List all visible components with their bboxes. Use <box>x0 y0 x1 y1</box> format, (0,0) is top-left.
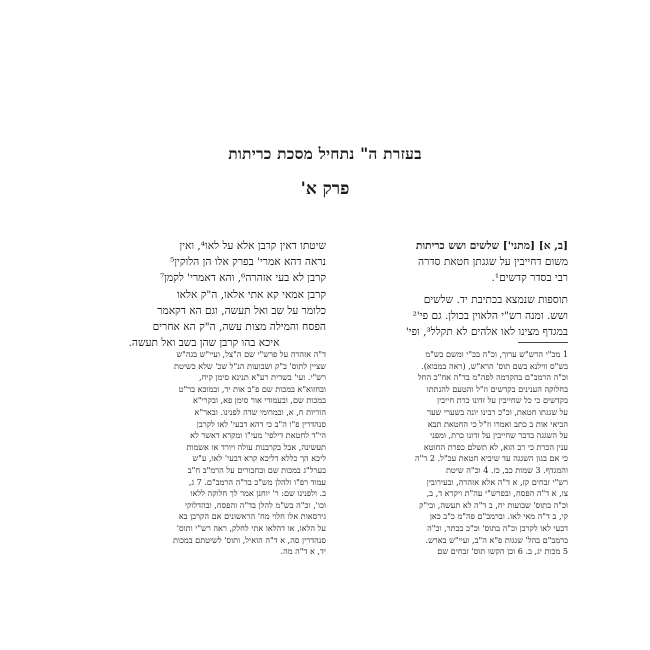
footnote-right-line: בש"ס ווילנא בשם תוס' הרא"ש, (ראה במבוא). <box>421 360 568 371</box>
footnote-left-line: בערל"ג במכות שם ובחבורים על הרמ"ב ח"ב <box>187 464 326 475</box>
footnote-right-line: 5 מכות יג, ב. 6 וכן הקשו תוס' זבחים שם <box>437 546 568 557</box>
footnote-right-line: 1 מכ"י הרש"ש ערוך, וכ"ה בכ"י ומשם בש"מ <box>425 349 568 359</box>
footnote-left-line: הי"ד לחטאת דילפי' מעי"ו ומקרא דאשר לא <box>190 430 326 441</box>
left-line: שיטתו דאין קרבן אלא על לאו⁴, ואין <box>179 240 326 252</box>
footnote-right-line: והמגדף. 3 שמות כב, כז. 4 וכ"ה שיטת <box>445 464 568 475</box>
footnote-left-line: שציין לתוס' ב"ק ושבועות הנ"ל שכ' שלא כשיטת <box>174 360 326 371</box>
footnote-right-line: בקדשים כי כל שחייבין על זדונו כרת חייבין <box>437 395 568 406</box>
right-line-0 <box>344 238 568 254</box>
footnote-right-line: צו, א ד"ה הפסח, ובפרש"י עה"ת ויקרא ד, ב, <box>426 488 568 499</box>
footnote-left-line: ובחזוא"א במכות שם פ"ב אות יד, ובמוכא בר"ט <box>178 383 326 394</box>
left-line: כלומר על שב ואל תעשה, וגם הא דקאמר <box>157 304 326 317</box>
footnote-left-line: על הלאו, או דהלאו אתי לחלק, ראה רש"י ותוס' <box>176 522 326 533</box>
footnote-left-line: רש"י. ועי' בשרית רע"א תנינא סימן קיח, <box>199 372 326 383</box>
dibur-hamatchil: [ב, א] [מתני'] שלשים ושש כריתות <box>415 240 568 252</box>
footnote-left-line: במכות שם, ובעמודי אור סימן פא, ובקרי"א <box>192 395 326 406</box>
footnote-left-line: סנהדרין סה, א ד"ה הואיל, ותוס' לשיטתם במכות <box>172 534 326 545</box>
tractate-heading: בעזרת ה" נתחיל מסכת כריתות <box>228 144 422 163</box>
footnote-right-line: ברמב"ם בהל' שגגות פ"א ה"ב, ועיי"ש בארש. <box>425 534 568 545</box>
footnote-right-line: רש"י זבחים קז, א ד"ה אלא אזהרה, ובעירובין <box>426 476 568 487</box>
footnote-left-line: עמוד רפ"ו ולהלן מש"כ בד"ה הרמב"ם. 7 ג, <box>188 476 326 487</box>
footnote-left-line: יד, א ד"ה מה. <box>280 546 326 557</box>
footnote-right-line: קי, ב ד"ה מאי לאו. וברמב"ם פה"מ כ"ב כאן <box>429 511 568 522</box>
main-text-left-column <box>82 238 326 351</box>
footnote-right-line: דבעי לאו לקרבן וכ"ה בתוס' וכ"כ בכתר, וכ"ה <box>427 522 568 533</box>
right-line-3: תוספות שנמצא בכתיבת יד. שלשים <box>423 293 568 306</box>
right-line-5: במגדף מצינו לאו אלהים לא תקלל³, ופי' <box>405 326 568 339</box>
left-line: נראה דהא אמרי' בפרק אלו הן הלוקין⁵ <box>170 256 326 269</box>
footnote-right-line: ענין הכרת כי רב הוא, לא תשלם כפרת החוטא <box>423 441 568 452</box>
footnote-left-line: ליכא הך כללא דליכא קרא דבעי' לאו, ע"ש <box>192 453 326 464</box>
chapter-title: פרק א' <box>300 179 350 199</box>
footnote-left-line: ב. ולפנינו שם: ר' יוחנן אמר לך חלוקה ללאו <box>190 488 326 499</box>
left-line: קרבן לא בעי אזהרה⁶, והא דאמרי' לקמן⁷ <box>159 272 326 285</box>
footnote-left-line: וכו', וכ"ה בש"מ להלן בד"ה והפסח, ובהדלוקי <box>184 499 326 510</box>
footnote-divider <box>518 342 568 343</box>
footnote-right-line: וכ"ה הרמב"ם בהקדמה לפה"מ בד"ה אח"כ החל <box>417 372 568 383</box>
footnote-left-line: גירסאות אלו חלוי מח' הראשונים אם הקרבן בא <box>178 511 326 522</box>
footnote-left-line: ד"ה אזהרה על פרש"י שם ה"צל, ועיי"ש בגה"ש <box>176 349 326 359</box>
main-text-right-column <box>344 238 568 340</box>
right-line-4: ושש. ומנה רש"י הלאוין בכולן. גם פי'² <box>412 309 568 322</box>
left-line: הפסח והמילה מצות עשה, ה"ק הא אחרים <box>152 321 326 334</box>
footnote-right-line: על השגגה בדבר שחייבין על זדונו כרת, ומפני <box>430 430 568 441</box>
left-line: קרבן אמאי קא אתי אלאו, ה"ק אלאו <box>176 288 326 301</box>
footnote-left-line: הוריות ח, א, ובמרומי שדה לפנינו. ובאר"א <box>194 406 326 417</box>
footnote-right-line: על שגגתו חטאת, וכ"כ רבינו יונה בשערי שער <box>427 406 568 417</box>
right-line-1: משום דחייבין על שגגתן חטאת סדרה <box>418 256 568 269</box>
footnotes-left-column <box>82 349 326 558</box>
footnote-right-line: וכ"ה בתוס' שבועות יח, ב ד"ה לא תעשה, ובי"ק <box>419 499 568 510</box>
footnote-left-line: תעשינה, אבל בקרבנות עולה ויורד או אשמות <box>186 441 326 452</box>
footnote-right-line: הביאי אות ב כתב ואמרו וז"ל כי החטאת תבא <box>427 418 568 429</box>
left-line: איכא בהו קרבן שהן בשב ואל תעשה. <box>128 337 280 350</box>
footnote-right-line: בחלוקה הענינים בקדשים וז"ל והטעם להנתתו <box>426 383 568 394</box>
right-line-2: רבי בסדר קדשים¹. <box>491 272 568 285</box>
footnote-left-line: סנהדרין פ"ו ה"ב כי דהא דבעי' לאו לקרבן <box>196 418 326 429</box>
footnote-right-line: כי אם בגון השגגה עד שיביא חטאת עכ"ל. 2 ד"ה <box>415 453 568 464</box>
footnotes-right-column <box>344 349 568 558</box>
